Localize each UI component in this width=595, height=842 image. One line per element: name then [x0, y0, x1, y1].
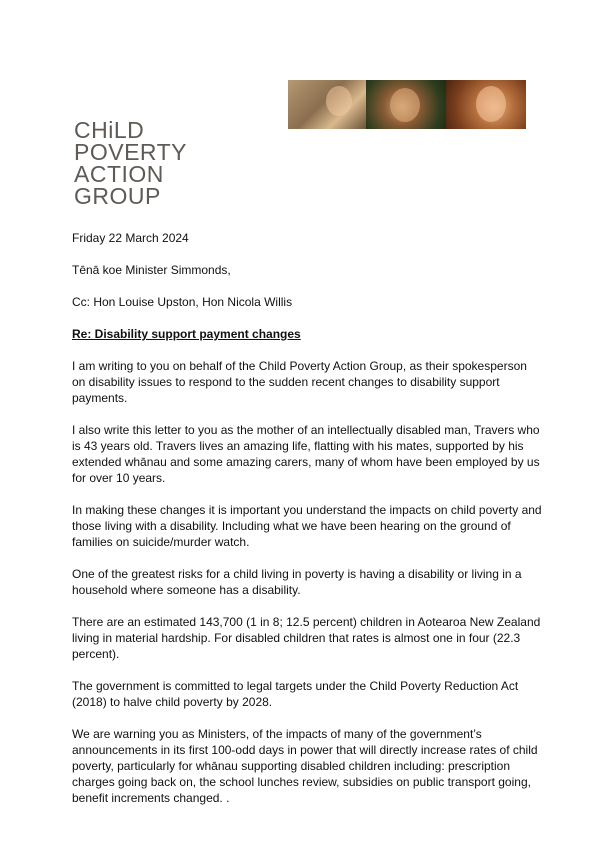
child-face-photo [366, 80, 446, 129]
letter-paragraph: The government is committed to legal targets under the Child Poverty Reduction Act (2018) to halve child poverty by 2028. [72, 679, 519, 709]
logo-line: CHiLD [74, 117, 145, 143]
letter-paragraph: There are an estimated 143,700 (1 in 8; 12.5 percent) children in Aotearoa New Zealand living in material hardship. For disabled children that rates is almost one in four (22.3 percent). [72, 615, 541, 661]
letter-subject: Re: Disability support payment changes [72, 327, 301, 341]
logo-line: POVERTY [74, 139, 187, 165]
letter-paragraph: In making these changes it is important you understand the impacts on child poverty and those living with a disability. Including what we have been hearing on the ground of families on suicide/murder watch. [72, 503, 542, 549]
logo-line: ACTION [74, 161, 164, 187]
letter-paragraph: I also write this letter to you as the mother of an intellectually disabled man, Travers who is 43 years old. Travers lives an amazing life, flatting with his mates, supported by his extended whānau and some amazing carers, many of whom have been employed by us for over 10 years. [72, 423, 540, 485]
letter-paragraph: One of the greatest risks for a child living in poverty is having a disability or living in a household where someone has a disability. [72, 567, 522, 597]
letter-date: Friday 22 March 2024 [72, 231, 189, 245]
logo-line: GROUP [74, 183, 161, 209]
letter-salutation: Tēnā koe Minister Simmonds, [72, 263, 231, 277]
child-portrait-photo [446, 80, 526, 129]
letter-paragraph: We are warning you as Ministers, of the impacts of many of the government’s announcements in its first 100-odd days in power that will directly increase rates of child poverty, particularly for whānau supporting disabled children including: prescription charges going back on, the school lunches review, subsidies on public transport going, benefit increments changed. . [72, 727, 538, 805]
letter-cc: Cc: Hon Louise Upston, Hon Nicola Willis [72, 295, 293, 309]
letter-body [72, 230, 542, 822]
letter-paragraph: I am writing to you on behalf of the Child Poverty Action Group, as their spokesperson on disability issues to respond to the sudden recent changes to disability support payments. [72, 359, 527, 405]
child-laughing-photo [288, 80, 366, 129]
header-photo-strip [288, 80, 526, 129]
cpag-logo [74, 119, 187, 207]
